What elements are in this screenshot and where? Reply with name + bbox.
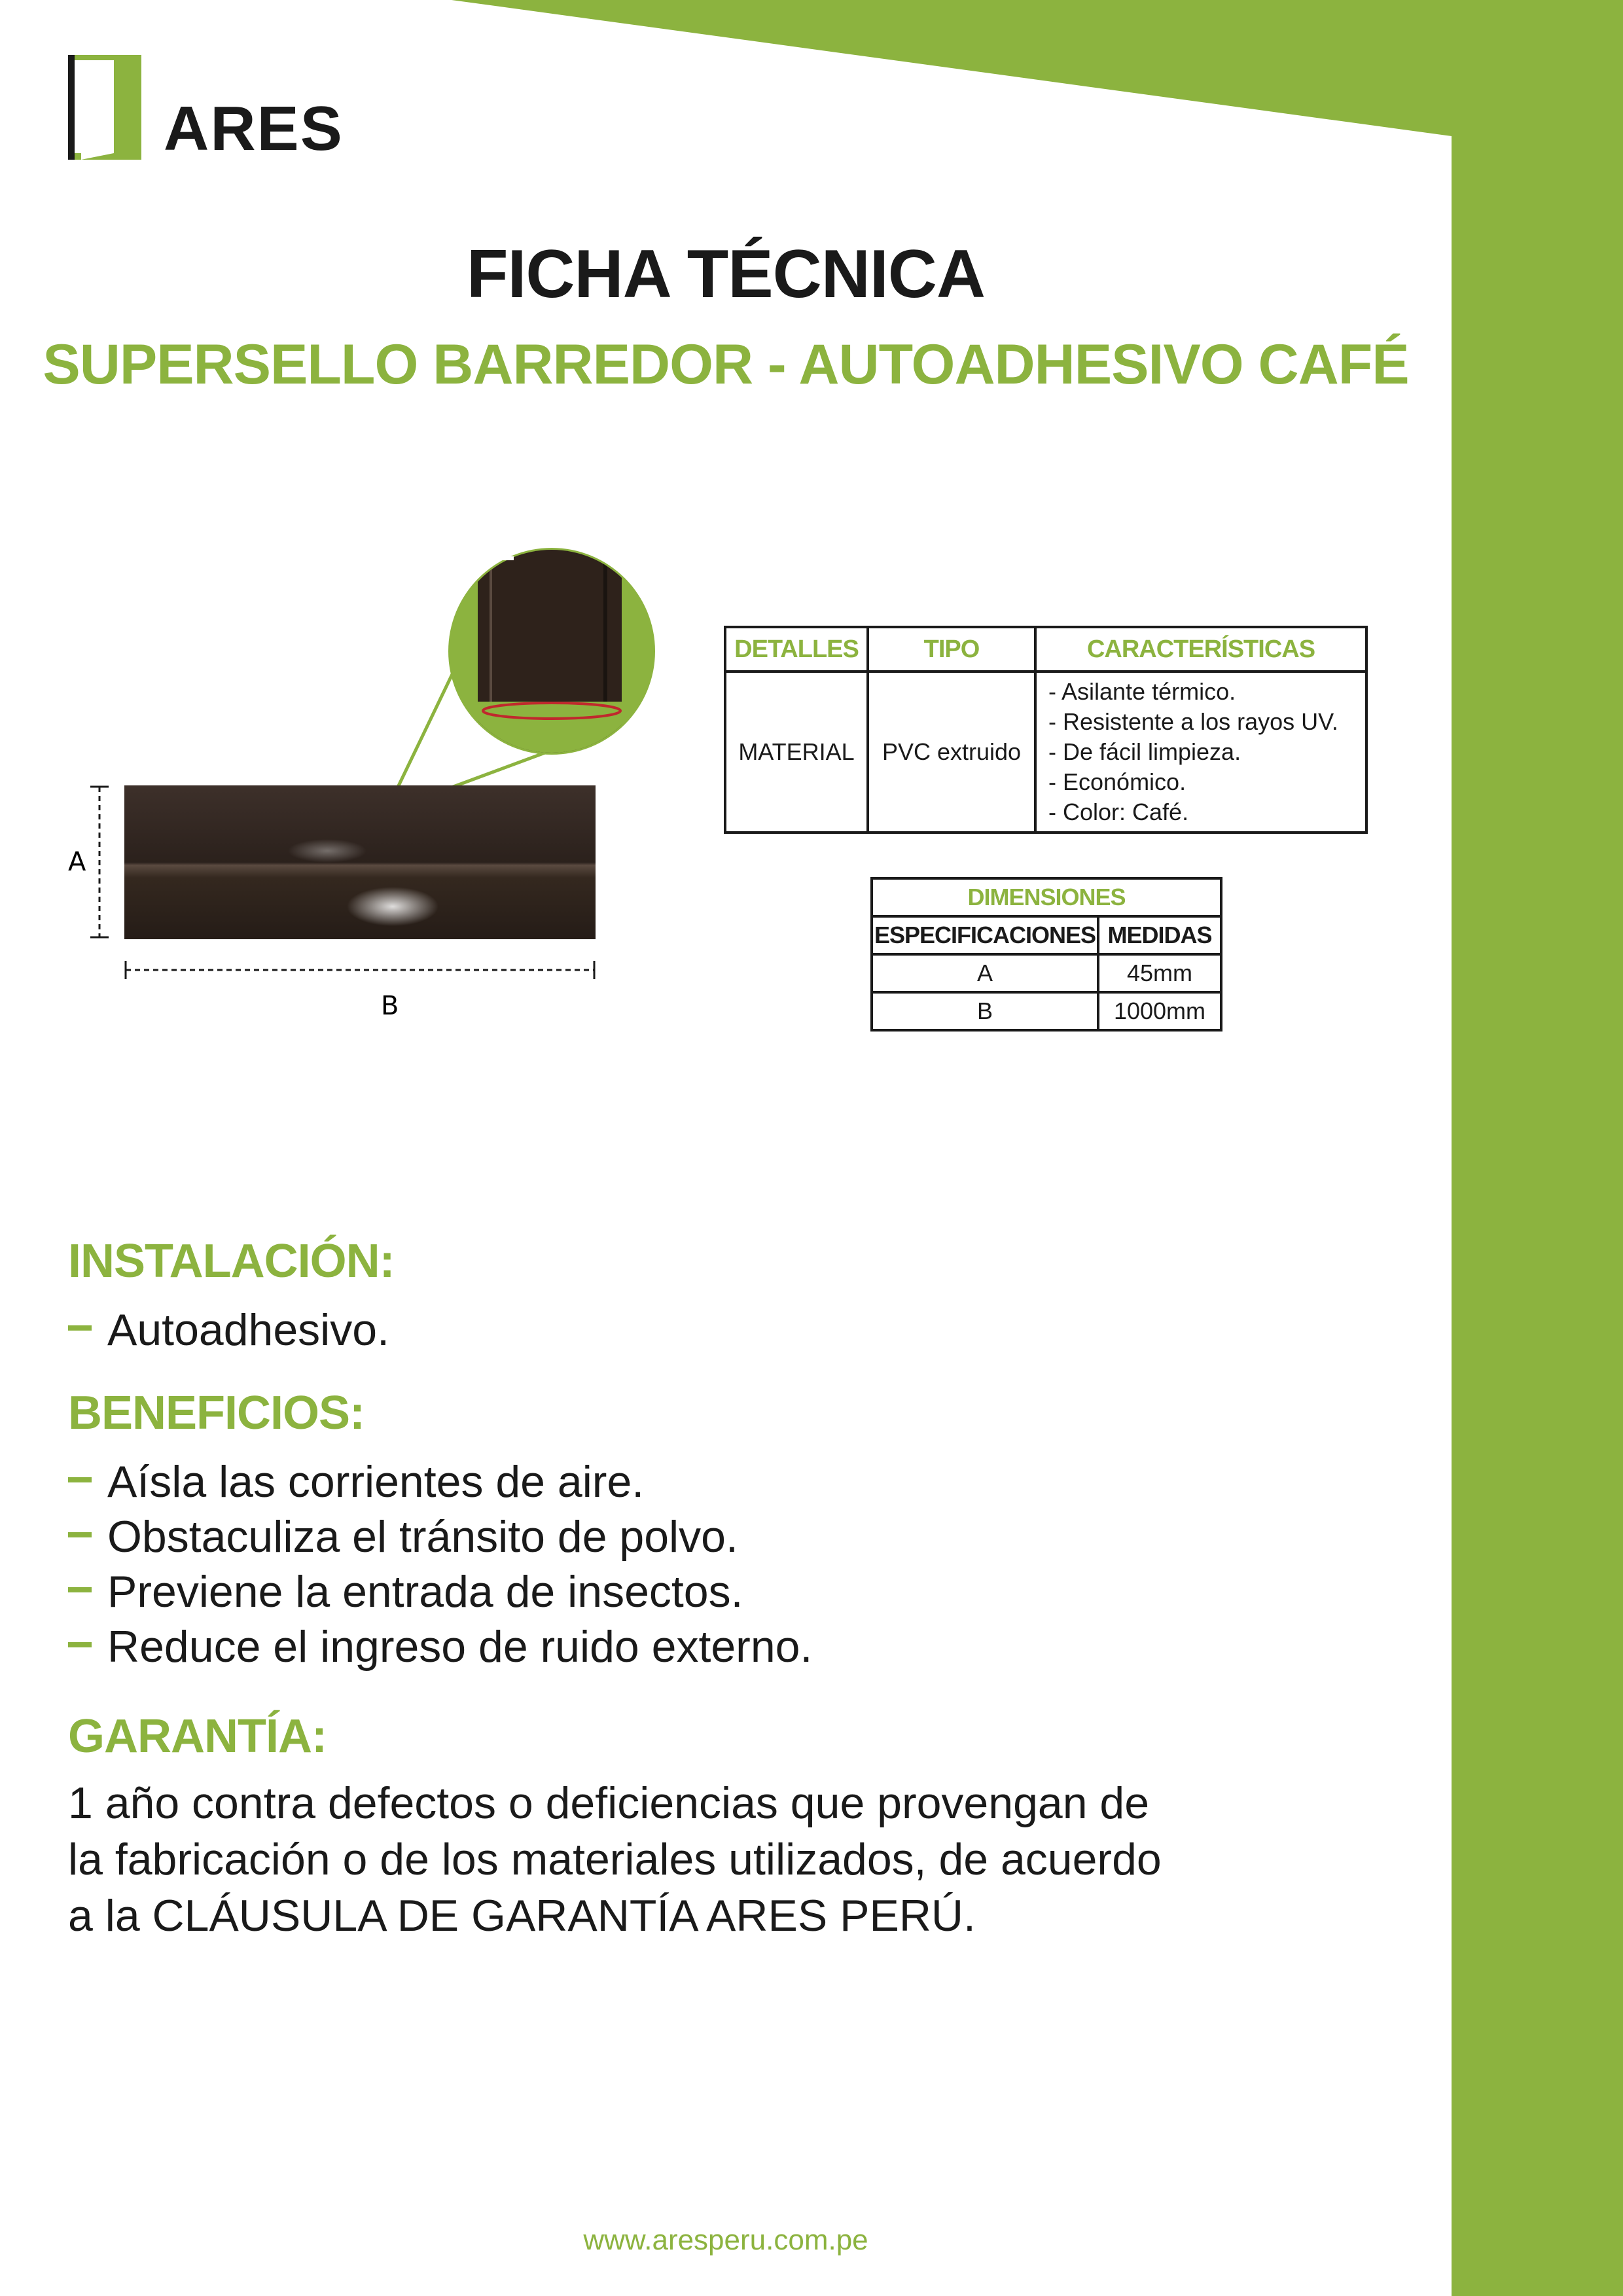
header-caracteristicas: CARACTERÍSTICAS: [1035, 627, 1366, 672]
cell-value: 45mm: [1098, 954, 1221, 992]
dash-icon: [68, 1325, 92, 1331]
table-row: [872, 992, 1221, 1030]
table-row: [872, 954, 1221, 992]
list-item: [68, 1509, 738, 1564]
list-item: - Asilante térmico.: [1048, 678, 1236, 705]
cell-spec: A: [872, 954, 1098, 992]
item-text: Reduce el ingreso de ruido externo.: [107, 1622, 813, 1672]
section-heading-instalacion: INSTALACIÓN:: [68, 1235, 395, 1287]
list-item: [68, 1619, 812, 1674]
warranty-text: [68, 1775, 1311, 1944]
warranty-line: a la CLÁUSULA DE GARANTÍA ARES PERÚ.: [68, 1891, 976, 1941]
door-icon: [68, 55, 153, 166]
header-tipo: TIPO: [868, 627, 1035, 672]
warranty-line: 1 año contra defectos o deficiencias que provengan de: [68, 1778, 1150, 1828]
list-item: - Resistente a los rayos UV.: [1048, 708, 1338, 735]
warranty-line: la fabricación o de los materiales utilizados, de acuerdo: [68, 1835, 1162, 1884]
label-a: A: [68, 847, 86, 877]
header-medidas: MEDIDAS: [1098, 916, 1221, 954]
header-especificaciones: ESPECIFICACIONES: [872, 916, 1098, 954]
list-item: - De fácil limpieza.: [1048, 738, 1241, 765]
item-text: Aísla las corrientes de aire.: [107, 1457, 645, 1507]
table-row: [725, 672, 1366, 833]
page-title: FICHA TÉCNICA: [467, 236, 985, 312]
dimension-b-marker: [126, 961, 594, 979]
cell-value: 1000mm: [1098, 992, 1221, 1030]
cell-spec: B: [872, 992, 1098, 1030]
ares-logo: [68, 55, 343, 166]
cell-caracteristicas: [1035, 672, 1366, 833]
cell-detalle: MATERIAL: [725, 672, 868, 833]
item-text: Previene la entrada de insectos.: [107, 1567, 743, 1617]
brand-name: ARES: [164, 94, 344, 164]
product-subtitle: SUPERSELLO BARREDOR - AUTOADHESIVO CAFÉ: [43, 333, 1409, 396]
list-item: - Económico.: [1048, 768, 1186, 795]
dash-icon: [68, 1587, 92, 1592]
footer-url[interactable]: www.aresperu.com.pe: [583, 2224, 868, 2256]
dimension-a-marker: [90, 787, 109, 937]
zoom-detail-circle: [448, 537, 655, 798]
cell-tipo: PVC extruido: [868, 672, 1035, 833]
item-text: Obstaculiza el tránsito de polvo.: [107, 1512, 738, 1562]
product-illustration: [52, 537, 674, 1034]
list-item: [68, 1454, 644, 1509]
list-item: - Color: Café.: [1048, 798, 1189, 825]
dimensions-table: [870, 877, 1222, 1031]
label-b: B: [381, 991, 399, 1021]
dimensions-title: DIMENSIONES: [872, 878, 1221, 916]
details-table: [724, 626, 1368, 834]
dash-icon: [68, 1642, 92, 1647]
dash-icon: [68, 1532, 92, 1537]
item-text: Autoadhesivo.: [107, 1305, 389, 1355]
dash-icon: [68, 1477, 92, 1482]
header-detalles: DETALLES: [725, 627, 868, 672]
list-item: [68, 1564, 743, 1619]
section-heading-garantia: GARANTÍA:: [68, 1710, 327, 1763]
section-heading-beneficios: BENEFICIOS:: [68, 1387, 365, 1439]
list-item: [68, 1302, 389, 1357]
